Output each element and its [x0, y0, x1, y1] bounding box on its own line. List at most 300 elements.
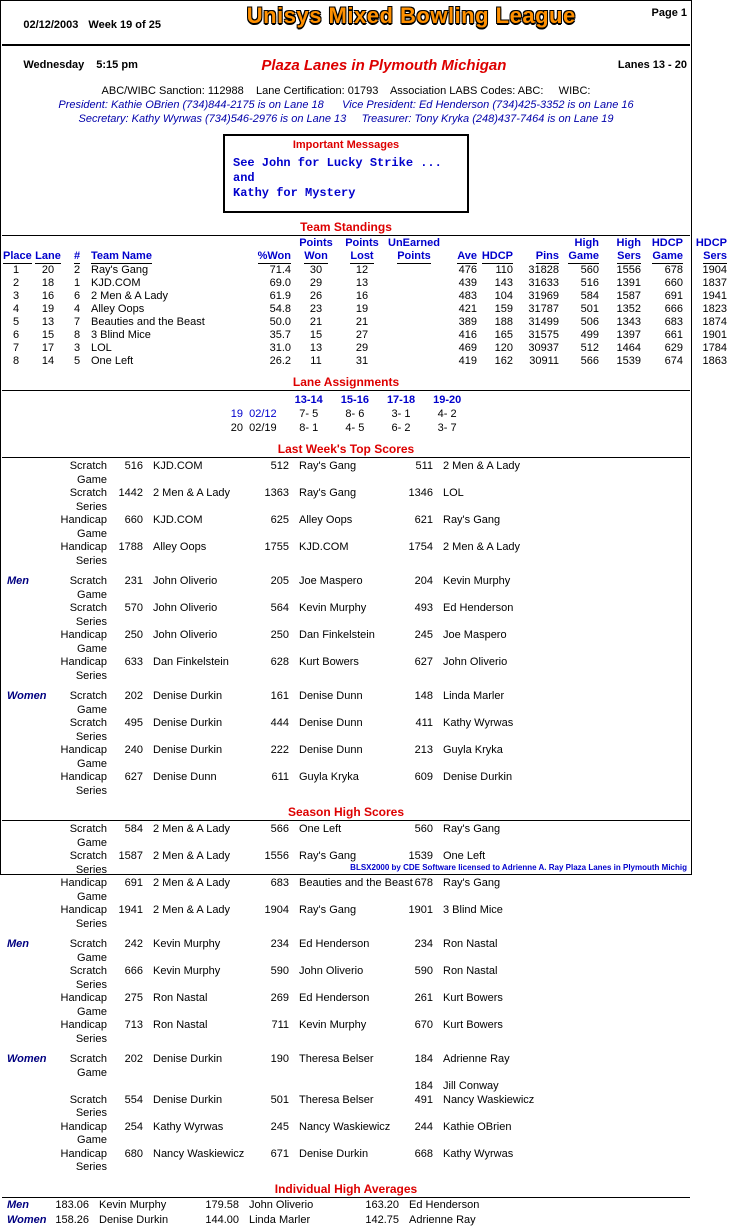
score-value: 590 [414, 965, 433, 977]
lane-matchup: 6- 2 [391, 422, 411, 434]
gender-label: Women [7, 1213, 47, 1226]
score-value: 190 [270, 1053, 289, 1065]
column-header [479, 237, 515, 250]
score-holder-name: 2 Men & A Lady [443, 541, 521, 553]
team-score-group [1, 460, 691, 568]
score-value: 1755 [264, 541, 289, 553]
gender-label [1, 656, 41, 683]
score-category-label: Scratch Series [69, 965, 107, 991]
score-value: 670 [414, 1019, 433, 1031]
score-holder-name: Dan Finkelstein [153, 656, 229, 668]
standings-value: 476 [458, 264, 477, 276]
score-holder-name: Kevin Murphy [153, 965, 221, 977]
column-header-label: Points [397, 250, 431, 262]
lane-pair-header-label: 17-18 [386, 394, 416, 406]
gender-label [1, 629, 41, 656]
standings-value: 31828 [528, 264, 559, 276]
high-averages [1, 1198, 691, 1228]
score-holder-name: Denise Durkin [153, 744, 223, 756]
score-category-label: Handicap Game [60, 514, 107, 540]
score-category-label: Handicap Game [60, 744, 107, 770]
lane-assignment-row [222, 407, 470, 421]
standings-value: 16 [41, 290, 55, 302]
score-value: 1904 [264, 904, 289, 916]
important-messages-title: Important Messages [292, 139, 400, 151]
lane-assignments-table [222, 393, 470, 435]
team-name: Ray's Gang [91, 264, 149, 276]
score-holder-name: Kevin Murphy [153, 938, 221, 950]
score-holder-name: Ray's Gang [299, 460, 357, 472]
column-header [89, 250, 241, 264]
column-header: High [616, 237, 641, 249]
score-category-label: Scratch Series [69, 602, 107, 628]
standings-value: 666 [664, 303, 683, 315]
score-value: 683 [270, 877, 289, 889]
score-value: 161 [270, 690, 289, 702]
team-standings-table [1, 237, 729, 368]
score-holder-name: John Oliverio [299, 965, 364, 977]
league-title: Unisys Mixed Bowling League [246, 3, 576, 28]
score-row [1, 992, 691, 1019]
men-score-group [1, 938, 691, 1046]
standings-value: 691 [664, 290, 683, 302]
score-value: 234 [414, 938, 433, 950]
lane-assignments-title: Lane Assignments [292, 375, 400, 389]
score-value: 570 [124, 602, 143, 614]
average-holder-name: John Oliverio [249, 1198, 314, 1211]
score-row [1, 1080, 691, 1094]
score-category-label [41, 1080, 107, 1094]
standings-value [385, 355, 443, 368]
venue-name: Plaza Lanes in Plymouth Michigan [261, 56, 507, 74]
gender-label [1, 1121, 41, 1148]
standings-value: 419 [458, 355, 477, 367]
score-category-label: Handicap Game [60, 629, 107, 655]
score-value: 711 [271, 1019, 289, 1031]
lane-matchup: 8- 6 [345, 408, 365, 420]
standings-value: 30937 [528, 342, 559, 354]
score-row [1, 877, 691, 904]
lane-assignment-row [222, 421, 470, 435]
score-category-label: Scratch Series [69, 850, 107, 876]
column-header: HDCP [695, 237, 727, 249]
standings-value [385, 290, 443, 303]
average-value: 158.26 [55, 1213, 89, 1226]
standings-value: 2 [73, 264, 81, 276]
lane-matchup: 4- 2 [437, 408, 457, 420]
standings-row [1, 342, 729, 355]
score-category-label: Scratch Game [69, 690, 107, 716]
standings-value: 26.2 [269, 355, 291, 367]
standings-value: 660 [664, 277, 683, 289]
score-category-label: Handicap Series [60, 904, 107, 930]
women-score-group [1, 1053, 691, 1175]
page-number: Page 1 [651, 7, 687, 19]
standings-value: 1837 [702, 277, 727, 289]
standings-value: 162 [494, 355, 513, 367]
average-row [1, 1213, 691, 1228]
standings-value: 8 [73, 329, 81, 341]
standings-value: 50.0 [269, 316, 291, 328]
score-value: 213 [414, 744, 433, 756]
standings-value: 31.0 [269, 342, 291, 354]
lane-pair-header [424, 393, 470, 407]
date-week [5, 4, 171, 43]
lane-pair-header [286, 393, 332, 407]
standings-value: 6 [73, 290, 81, 302]
standings-value: 678 [664, 264, 683, 276]
sanction-line: ABC/WIBC Sanction: 112988 Lane Certification: 01793 Association LABS Codes: ABC: WIBC: [101, 85, 591, 97]
column-header [241, 237, 293, 250]
standings-value: 165 [494, 329, 513, 341]
last-week-scores-title: Last Week's Top Scores [277, 442, 415, 456]
score-category-label: Scratch Series [69, 1093, 107, 1119]
score-holder-name: One Left [443, 850, 486, 862]
standings-value: 13 [355, 277, 369, 289]
standings-value: 1 [12, 264, 20, 276]
lane-pair-header [332, 393, 378, 407]
standings-value: 1784 [702, 342, 727, 354]
average-holder-name: Linda Marler [249, 1213, 311, 1226]
team-name: One Left [91, 355, 134, 367]
standings-value: 5 [73, 355, 81, 367]
standings-row [1, 290, 729, 303]
score-value: 250 [270, 629, 289, 641]
gender-label [1, 1094, 41, 1121]
score-value: 244 [414, 1120, 433, 1133]
standings-value [385, 277, 443, 290]
standings-value: 584 [580, 290, 599, 302]
team-name: 2 Men & A Lady [91, 290, 169, 302]
score-holder-name: Guyla Kryka [443, 744, 503, 756]
column-header [515, 250, 561, 264]
column-header [1, 250, 31, 264]
score-value: 1442 [118, 487, 143, 499]
column-header [65, 237, 89, 250]
score-category-label: Scratch Game [69, 823, 107, 849]
score-value: 202 [124, 690, 143, 702]
score-holder-name: Linda Marler [443, 690, 505, 702]
score-value: 1587 [118, 850, 143, 862]
message-line: See John for Lucky Strike ... [233, 156, 442, 170]
gender-label [1, 1080, 41, 1094]
score-holder-name: Kevin Murphy [443, 575, 511, 587]
gender-label: Men [7, 575, 29, 587]
score-value: 234 [270, 938, 289, 950]
important-messages-body [233, 156, 459, 201]
standings-value: 566 [580, 355, 599, 367]
column-header-label: Team Name [91, 250, 152, 262]
standings-value: 61.9 [269, 290, 291, 302]
score-value: 516 [124, 460, 143, 472]
column-header [479, 250, 515, 264]
team-name: Beauties and the Beast [91, 316, 205, 328]
column-header [443, 237, 479, 250]
standings-value: 110 [495, 264, 513, 276]
standings-value: 1464 [616, 342, 641, 354]
standings-value: 16 [355, 290, 369, 302]
gender-label [1, 904, 41, 931]
score-row [1, 541, 691, 568]
score-value: 250 [124, 629, 143, 641]
column-header [89, 237, 241, 250]
standings-value: 159 [494, 303, 513, 315]
score-holder-name: Denise Dunn [299, 690, 363, 702]
men-score-group [1, 575, 691, 683]
week-of-season: Week 19 of 25 [88, 19, 161, 31]
score-value: 204 [414, 575, 433, 587]
standings-value: 71.4 [269, 264, 291, 276]
standings-value: 1556 [616, 264, 641, 276]
score-holder-name: 2 Men & A Lady [443, 460, 521, 472]
score-row [1, 690, 691, 717]
standings-value: 13 [309, 342, 323, 354]
score-holder-name: 2 Men & A Lady [153, 877, 231, 889]
average-holder-name: Kevin Murphy [99, 1198, 167, 1211]
column-header [241, 250, 293, 264]
standings-value: 31499 [528, 316, 559, 328]
score-holder-name: Dan Finkelstein [299, 629, 375, 641]
column-header-label: Lost [350, 250, 374, 262]
score-category-label: Scratch Game [69, 575, 107, 601]
score-holder-name: Ray's Gang [443, 823, 501, 835]
score-holder-name: Ron Nastal [443, 965, 498, 977]
league-day: Wednesday [23, 59, 85, 71]
section-divider [2, 390, 690, 391]
lane-matchup: 3- 7 [437, 422, 457, 434]
standings-value: 1901 [702, 329, 727, 341]
score-category-label: Scratch Series [69, 717, 107, 743]
score-row [1, 602, 691, 629]
column-header-label: Game [568, 250, 599, 262]
standings-value: 1352 [616, 303, 641, 315]
score-holder-name: Ray's Gang [299, 850, 357, 862]
lane-pair-header-label: 19-20 [433, 394, 462, 406]
score-value: 671 [270, 1147, 289, 1160]
score-holder-name: Ray's Gang [299, 904, 357, 916]
score-row [1, 965, 691, 992]
gender-label: Women [7, 690, 47, 702]
report-date: 02/12/2003 [23, 19, 79, 31]
gender-label [1, 460, 41, 487]
week-date-label: 20 02/19 [230, 422, 277, 434]
standings-value: 1941 [702, 290, 727, 302]
standings-row [1, 316, 729, 329]
standings-value: 15 [41, 329, 55, 341]
score-value: 1788 [118, 541, 143, 553]
standings-value: 560 [580, 264, 599, 276]
score-value: 184 [414, 1080, 433, 1092]
score-holder-name: KJD.COM [299, 541, 349, 553]
software-license-footer: BLSX2000 by CDE Software licensed to Adrienne A. Ray Plaza Lanes in Plymouth Michig [350, 863, 687, 872]
score-value: 625 [270, 514, 289, 526]
score-row [1, 460, 691, 487]
gender-label [1, 1148, 41, 1175]
day-time [5, 47, 150, 83]
standings-value: 5 [12, 316, 20, 328]
team-name: Alley Oops [91, 303, 145, 315]
standings-value: 389 [458, 316, 477, 328]
score-value: 1363 [264, 487, 289, 499]
lane-pair-header [378, 393, 424, 407]
score-holder-name: John Oliverio [153, 602, 218, 614]
score-value: 564 [270, 602, 289, 614]
team-name: 3 Blind Mice [91, 329, 151, 341]
gender-label [1, 602, 41, 629]
week-date-label: 19 02/12 [230, 408, 277, 420]
score-value: 1941 [118, 904, 143, 916]
gender-label [1, 514, 41, 541]
column-header [643, 250, 685, 264]
average-holder-name: Adrienne Ray [409, 1213, 476, 1226]
score-value: 554 [124, 1093, 143, 1106]
score-category-label: Scratch Series [69, 487, 107, 513]
score-category-label: Handicap Series [60, 771, 107, 797]
score-holder-name: Adrienne Ray [443, 1053, 510, 1065]
women-score-group [1, 690, 691, 798]
standings-value: 483 [458, 290, 477, 302]
score-holder-name: Alley Oops [299, 514, 353, 526]
score-holder-name: One Left [299, 823, 342, 835]
standings-value: 8 [12, 355, 20, 367]
score-holder-name: Beauties and the Beast [299, 877, 413, 889]
score-value: 628 [270, 656, 289, 668]
score-holder-name: 2 Men & A Lady [153, 823, 231, 835]
standings-value: 120 [494, 342, 513, 354]
score-value: 584 [124, 823, 143, 835]
standings-value: 31787 [528, 303, 559, 315]
score-category-label: Handicap Series [60, 1019, 107, 1045]
column-header: High [574, 237, 599, 249]
score-value: 205 [270, 575, 289, 587]
score-holder-name: Denise Dunn [153, 771, 217, 783]
score-holder-name: Theresa Belser [299, 1093, 374, 1106]
score-row [1, 1121, 691, 1148]
score-row [1, 487, 691, 514]
score-holder-name: Guyla Kryka [299, 771, 359, 783]
score-holder-name: John Oliverio [153, 575, 218, 587]
score-holder-name [289, 1080, 397, 1094]
average-value: 179.58 [205, 1198, 239, 1211]
score-value: 1346 [408, 487, 433, 499]
score-holder-name: Nancy Waskiewicz [443, 1093, 535, 1106]
score-holder-name: Denise Durkin [153, 1093, 223, 1106]
score-holder-name: Denise Durkin [153, 690, 223, 702]
team-name: LOL [91, 342, 112, 354]
standings-value: 3 [73, 342, 81, 354]
section-divider [2, 820, 690, 821]
score-value: 560 [414, 823, 433, 835]
standings-value [385, 316, 443, 329]
score-value: 627 [124, 771, 143, 783]
standings-value: 31 [355, 355, 369, 367]
score-value: 495 [124, 717, 143, 729]
column-header [339, 250, 385, 264]
standings-value: 661 [664, 329, 683, 341]
column-header: Points [345, 237, 379, 249]
score-value: 411 [415, 717, 433, 729]
standings-value: 27 [355, 329, 369, 341]
score-row [1, 771, 691, 798]
score-value: 621 [414, 514, 433, 526]
gender-label [1, 877, 41, 904]
standings-value: 1904 [702, 264, 727, 276]
last-week-scores [1, 460, 691, 798]
standings-value: 629 [664, 342, 683, 354]
standings-value: 31633 [528, 277, 559, 289]
standings-value: 35.7 [269, 329, 291, 341]
standings-value: 1823 [702, 303, 727, 315]
standings-value: 20 [41, 264, 55, 276]
standings-value: 31575 [528, 329, 559, 341]
report-header-row [1, 1, 691, 44]
standings-value: 104 [494, 290, 513, 302]
column-header-label: Sers [703, 250, 727, 262]
standings-header-row-bottom [1, 250, 729, 264]
standings-value: 674 [664, 355, 683, 367]
score-holder-name: KJD.COM [153, 460, 203, 472]
score-value: 566 [270, 823, 289, 835]
lane-matchup: 4- 5 [345, 422, 365, 434]
message-line: Kathy for Mystery [233, 186, 356, 200]
standings-value: 19 [355, 303, 369, 315]
standings-value: 501 [580, 303, 599, 315]
score-holder-name: Kevin Murphy [299, 602, 367, 614]
score-row [1, 514, 691, 541]
standings-value: 69.0 [269, 277, 291, 289]
standings-value: 188 [494, 316, 513, 328]
score-row [1, 717, 691, 744]
score-row [1, 823, 691, 850]
score-value: 501 [270, 1093, 289, 1106]
standings-row [1, 277, 729, 290]
score-holder-name: Nancy Waskiewicz [153, 1147, 245, 1160]
score-value: 611 [271, 771, 289, 783]
score-holder-name: Ron Nastal [153, 1019, 208, 1031]
score-value [107, 1080, 143, 1094]
score-value: 245 [414, 629, 433, 641]
average-holder-name: Denise Durkin [99, 1213, 169, 1226]
standings-row [1, 303, 729, 316]
column-header [31, 237, 65, 250]
standings-value: 4 [12, 303, 20, 315]
score-value: 148 [414, 690, 433, 702]
lane-matchup: 7- 5 [299, 408, 319, 420]
score-value: 1754 [408, 541, 433, 553]
standings-value: 4 [73, 303, 81, 315]
standings-value: 512 [580, 342, 599, 354]
score-value: 240 [124, 744, 143, 756]
gender-label: Men [7, 1198, 29, 1211]
standings-value: 1 [73, 277, 81, 289]
score-row [1, 1053, 691, 1080]
venue-row [1, 46, 691, 84]
standings-value: 54.8 [269, 303, 291, 315]
standings-value: 421 [458, 303, 477, 315]
score-row [1, 904, 691, 931]
score-value: 269 [270, 992, 289, 1004]
high-averages-title: Individual High Averages [274, 1181, 418, 1196]
standings-value: 30911 [529, 355, 559, 367]
standings-value: 469 [458, 342, 477, 354]
column-header-label: Pins [535, 250, 559, 262]
gender-label: Men [7, 938, 29, 950]
score-value: 660 [124, 514, 143, 526]
column-header: UnEarned [388, 237, 440, 249]
column-header [685, 250, 729, 264]
average-value: 142.75 [365, 1213, 399, 1226]
column-header [1, 237, 31, 250]
